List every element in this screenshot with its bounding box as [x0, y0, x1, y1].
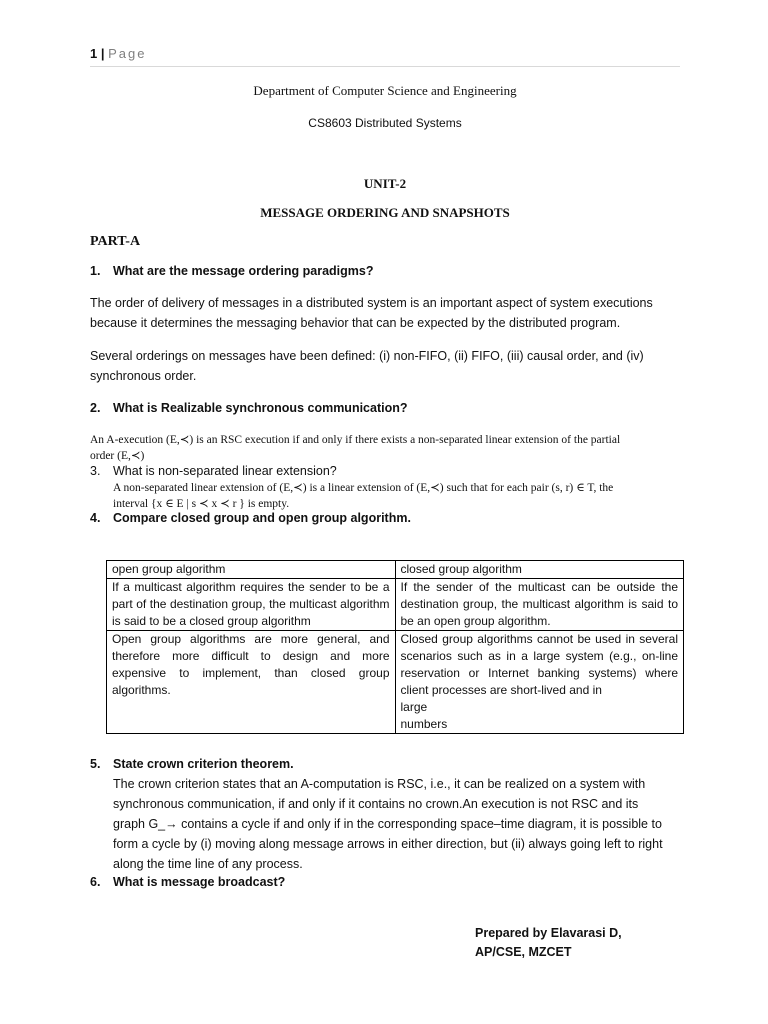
answer-line: synchronous communication, if and only if it contains no crown.An execution is not RSC and its — [113, 797, 639, 811]
question-6 — [90, 875, 285, 889]
page-header — [90, 46, 680, 67]
answer-line: A non-separated linear extension of (E,≺) is a linear extension of (E,≺) such that for each pair (s, r) ∈ T, the — [113, 482, 614, 494]
answer-line: The crown criterion states that an A-computation is RSC, i.e., it can be realized on a system with — [113, 777, 646, 791]
unit-heading: UNIT-2 — [363, 176, 407, 191]
answer-5 — [113, 774, 683, 874]
cell-line: numbers — [400, 717, 448, 731]
table-header-cell: open group algorithm — [107, 561, 396, 579]
answer-2 — [90, 432, 680, 464]
question-number: 5. — [90, 757, 101, 771]
page-number: 1 — [90, 46, 98, 61]
cell-line: Closed group algorithms cannot be used in several scenarios such as in a large system (e.g., on-line reservation or Internet banking systems) where client processes are short-lived and in — [400, 632, 678, 697]
question-5 — [90, 757, 294, 771]
answer-line: An A-execution (E,≺) is an RSC execution if and only if there exists a non-separated linear extension of the partial — [90, 434, 621, 446]
question-1 — [90, 264, 374, 278]
answer-1 — [90, 293, 680, 333]
table-header-cell: closed group algorithm — [395, 561, 684, 579]
question-text: What is non-separated linear extension? — [113, 464, 337, 478]
prepared-by: Prepared by Elavarasi D, — [475, 926, 622, 940]
answer-line: synchronous order. — [90, 369, 197, 383]
question-number: 2. — [90, 401, 101, 415]
question-text: State crown criterion theorem. — [113, 757, 294, 771]
department-title: Department of Computer Science and Engineering — [253, 83, 517, 98]
answer-line: The order of delivery of messages in a distributed system is an important aspect of system executions — [90, 296, 653, 310]
table-cell — [395, 631, 684, 734]
unit-title: MESSAGE ORDERING AND SNAPSHOTS — [260, 205, 510, 220]
table-row — [107, 579, 684, 631]
question-number: 4. — [90, 511, 101, 525]
affiliation: AP/CSE, MZCET — [475, 945, 572, 959]
answer-line: along the time line of any process. — [113, 857, 303, 871]
answer-line: form a cycle by (i) moving along message arrows in either direction, but (ii) always going left to right — [113, 837, 663, 851]
question-number: 3. — [90, 464, 101, 478]
answer-3 — [113, 480, 683, 512]
answer-line: order (E,≺) — [90, 450, 145, 462]
answer-1-orderings — [90, 346, 680, 386]
part-heading: PART-A — [90, 234, 141, 249]
question-text: What is message broadcast? — [113, 875, 286, 889]
cell-line: large — [400, 700, 428, 714]
comparison-table — [106, 560, 684, 734]
question-2 — [90, 401, 408, 415]
answer-line: graph G_→ contains a cycle if and only if in the corresponding space–time diagram, it is possible to — [113, 817, 662, 831]
table-cell: If the sender of the multicast can be outside the destination group, the multicast algorithm is said to be an open group algorithm. — [395, 579, 684, 631]
question-4 — [90, 511, 411, 525]
answer-line: Several orderings on messages have been defined: (i) non-FIFO, (ii) FIFO, (iii) causal order, and (iv) — [90, 349, 644, 363]
answer-line: interval {x ∈ E | s ≺ x ≺ r } is empty. — [113, 498, 290, 510]
question-number: 1. — [90, 264, 101, 278]
page-word: Page — [108, 46, 147, 61]
question-text: What is Realizable synchronous communication? — [113, 401, 408, 415]
page-separator: | — [100, 46, 105, 61]
answer-line: because it determines the messaging behavior that can be expected by the distributed program. — [90, 316, 621, 330]
question-text: Compare closed group and open group algorithm. — [113, 511, 411, 525]
table-header-row — [107, 561, 684, 579]
question-text: What are the message ordering paradigms? — [113, 264, 374, 278]
table-cell: Open group algorithms are more general, and therefore more difficult to design and more expensive to implement, than closed group algorithms. — [107, 631, 396, 734]
question-3 — [90, 464, 337, 478]
question-number: 6. — [90, 875, 101, 889]
table-row — [107, 631, 684, 734]
table-cell: If a multicast algorithm requires the sender to be a part of the destination group, the multicast algorithm is said to be a closed group algorithm — [107, 579, 396, 631]
course-title: CS8603 Distributed Systems — [308, 116, 462, 130]
